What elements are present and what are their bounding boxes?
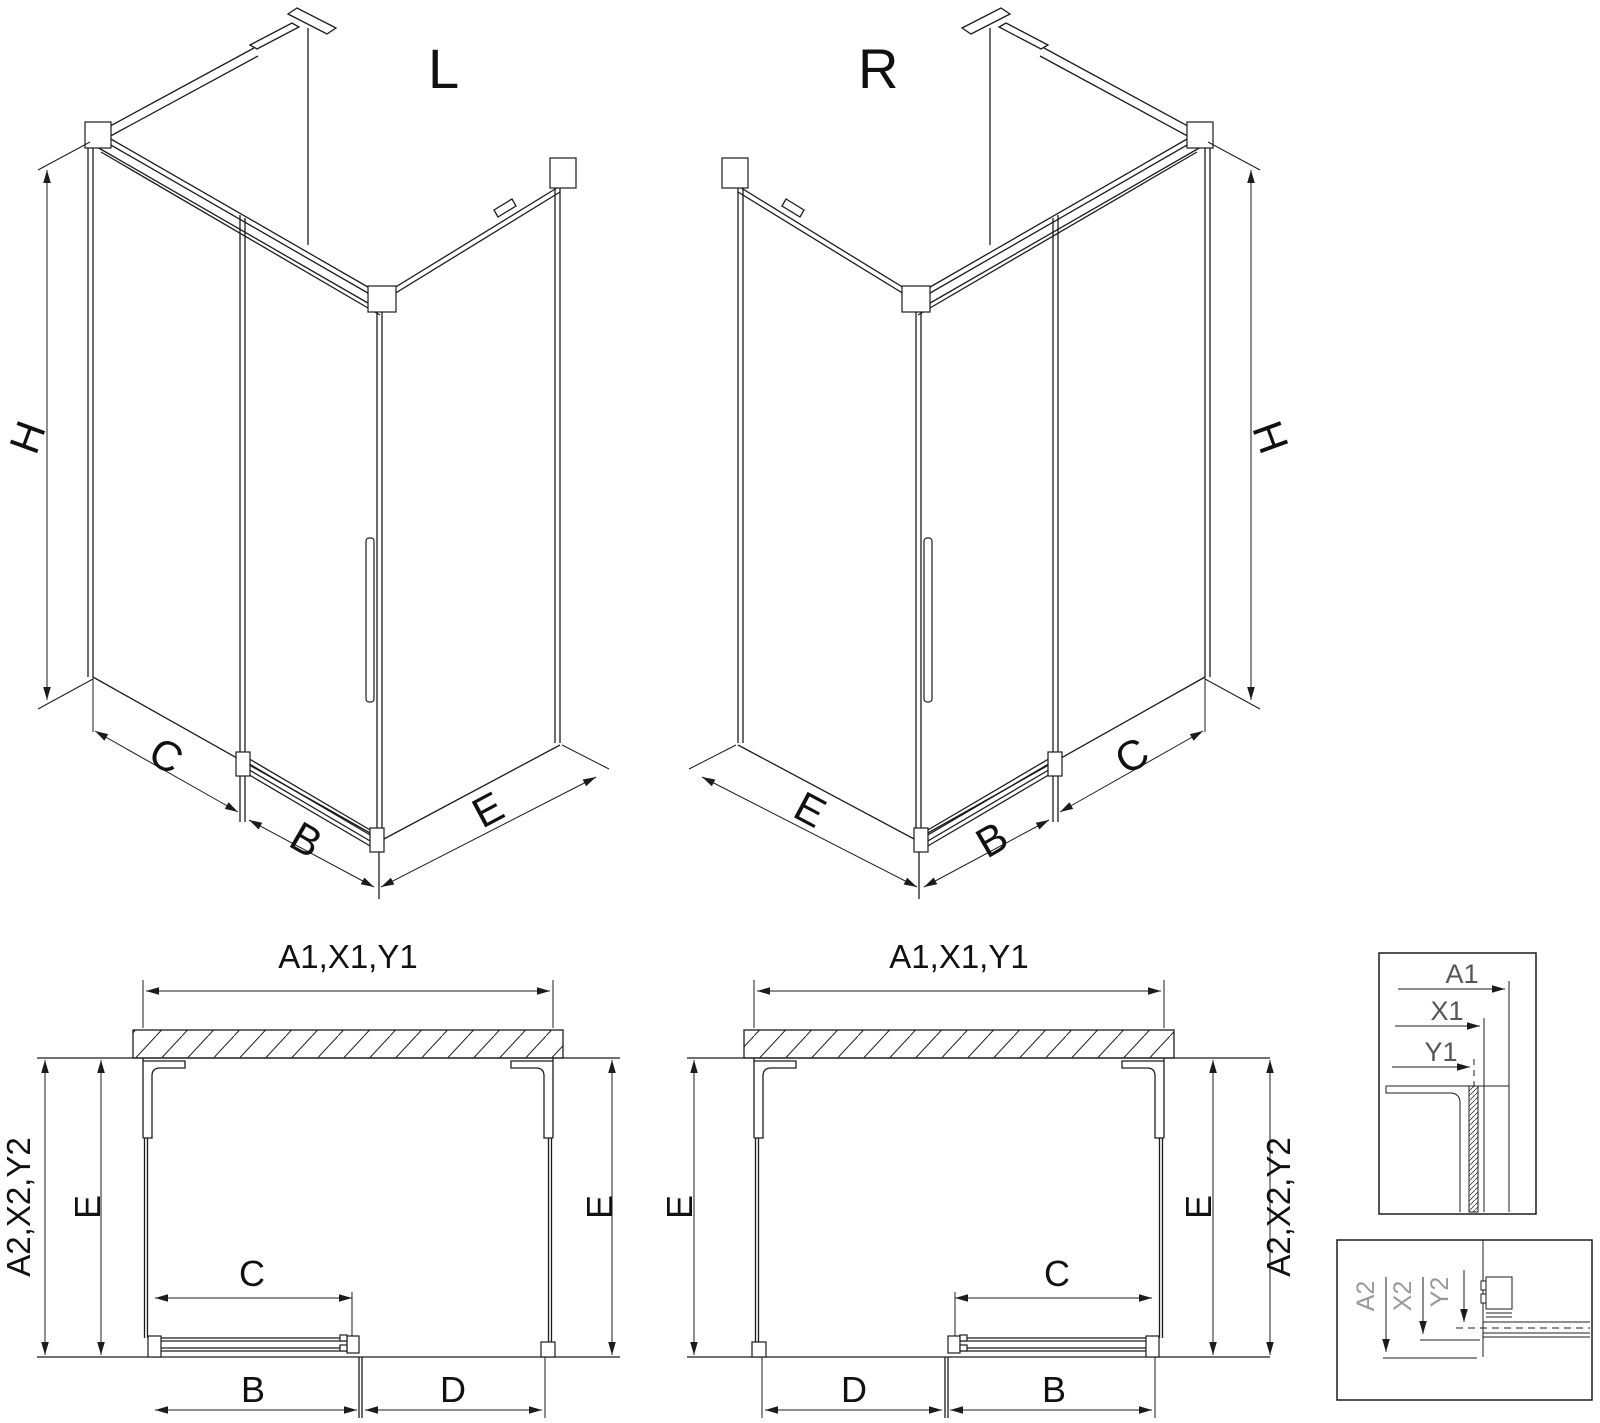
dim-label-b: B — [967, 812, 1016, 867]
track-end-icon — [370, 828, 384, 852]
door-guide-icon — [148, 1336, 161, 1357]
iso-r-left-panel — [738, 186, 917, 840]
iso-l-corner-post — [377, 312, 382, 899]
labels — [0, 37, 1479, 1410]
detail-view-top — [1379, 953, 1536, 1214]
door-guide-icon — [1146, 1336, 1159, 1357]
iso-r-right-panel — [918, 131, 1210, 838]
track-end-icon — [1048, 752, 1062, 776]
dim-label-a1x1y1: A1,X1,Y1 — [278, 938, 418, 975]
dim-label-e: E — [67, 1194, 108, 1220]
corner-connector-icon — [902, 286, 930, 312]
dim-label-b: B — [282, 812, 331, 867]
glass-section — [1469, 1086, 1478, 1212]
detail-label-x2: X2 — [1389, 1280, 1417, 1312]
iso-l-dimensions — [38, 142, 609, 887]
dim-label-a2x2y2: A2,X2,Y2 — [0, 1137, 37, 1277]
door-handle-icon — [924, 538, 932, 702]
dim-label-e: E — [659, 1194, 700, 1220]
iso-r-corner-post — [916, 312, 921, 899]
ceiling-bracket-icon — [288, 8, 336, 34]
detail-view-bottom — [1337, 1240, 1592, 1400]
detail-label-a1: A1 — [1445, 959, 1479, 989]
wall-bracket-icon — [494, 199, 516, 217]
dim-label-c: C — [1106, 727, 1157, 784]
panel-foot-icon — [541, 1342, 555, 1357]
dim-label-a2x2y2: A2,X2,Y2 — [1260, 1137, 1297, 1277]
dim-label-a1x1y1: A1,X1,Y1 — [889, 938, 1029, 975]
iso-l-right-panel — [381, 186, 560, 840]
wall-profile-cap-icon — [85, 122, 111, 148]
corner-connector-icon — [368, 286, 396, 312]
detail-label-y1: Y1 — [1424, 1037, 1458, 1067]
wall-section — [133, 1030, 563, 1058]
dim-label-d: D — [841, 1369, 867, 1410]
track-end-icon — [914, 828, 928, 852]
door-stop-icon — [948, 1336, 960, 1353]
dim-label-c: C — [141, 727, 192, 784]
view-title-l: L — [428, 37, 460, 100]
detail-frame — [1379, 953, 1536, 1214]
dim-label-h: H — [1243, 414, 1298, 460]
iso-view-r — [689, 8, 1260, 899]
door-handle-icon — [366, 538, 374, 702]
dim-label-b: B — [240, 1369, 266, 1410]
ceiling-bracket-icon — [962, 8, 1010, 34]
dim-label-c: C — [239, 1253, 265, 1294]
wall-profile-cap-icon — [1187, 122, 1213, 148]
wall-profile-cap-icon — [550, 158, 576, 188]
detail-label-a2: A2 — [1352, 1280, 1380, 1312]
dim-label-c: C — [1044, 1253, 1070, 1294]
wall-bracket-icon — [782, 199, 804, 217]
iso-r-dimensions — [689, 142, 1260, 887]
panel-foot-icon — [752, 1342, 766, 1357]
dim-label-e: E — [579, 1194, 620, 1220]
track-end-icon — [236, 752, 250, 776]
iso-r-ceiling-support — [962, 8, 1197, 245]
detail-label-y2: Y2 — [1426, 1276, 1454, 1308]
dim-label-b: B — [1041, 1369, 1067, 1410]
dim-label-d: D — [440, 1369, 466, 1410]
iso-l-left-panel — [88, 131, 380, 838]
detail-label-x1: X1 — [1430, 996, 1464, 1026]
wall-section — [744, 1030, 1174, 1058]
iso-l-ceiling-support — [101, 8, 336, 245]
dim-label-h: H — [0, 414, 55, 460]
plan-view-l — [37, 980, 620, 1418]
dim-label-e: E — [786, 782, 834, 837]
view-title-r: R — [858, 37, 899, 100]
iso-view-l — [38, 8, 609, 899]
wall-profile-cap-icon — [722, 158, 748, 188]
door-stop-icon — [347, 1336, 359, 1353]
dim-label-e: E — [1178, 1194, 1219, 1220]
dim-label-e: E — [464, 782, 512, 837]
